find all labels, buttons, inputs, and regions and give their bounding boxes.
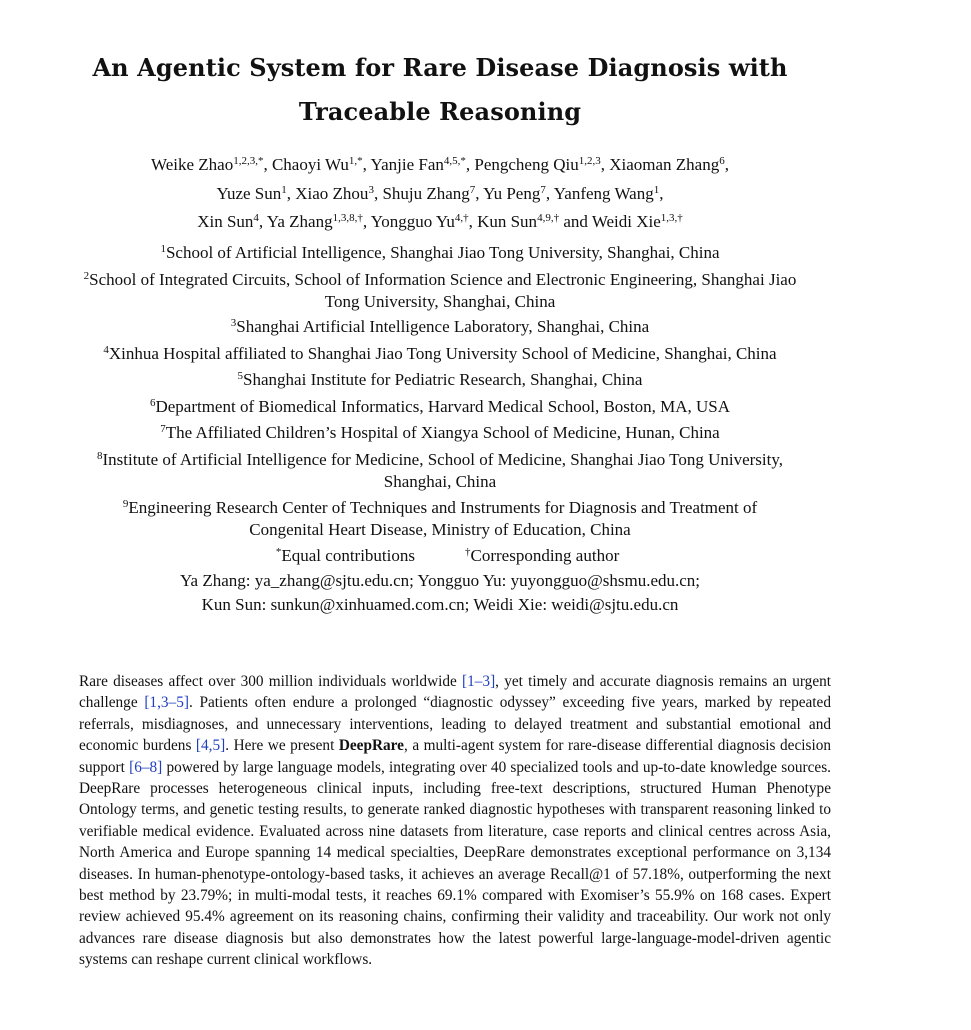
author-name: Yanjie Fan [370, 155, 444, 174]
equal-contribution-note [115, 546, 415, 566]
corresponding-mark: † [465, 546, 471, 558]
author-affiliation-marker: 4 [253, 212, 259, 224]
citation-link[interactable]: [4,5] [195, 737, 226, 755]
author-affiliation-marker: 1,* [348, 155, 363, 167]
author-affiliation-marker: 3 [368, 184, 374, 196]
affiliation-text: Institute of Artificial Intelligence for Medicine, School of Medicine, Shanghai Jiao Tong University, [102, 450, 784, 469]
author-name: Weike Zhao [151, 155, 234, 174]
affiliation-text: Tong University, Shanghai, China [324, 292, 556, 311]
author-name: Xin Sun [197, 212, 254, 231]
author-name: Pengcheng Qiu [474, 155, 579, 174]
affiliation-text: School of Artificial Intelligence, Shanghai Jiao Tong University, Shanghai, China [165, 243, 720, 262]
author-line: Weike Zhao$^{1,2,3,*}$, Chaoyi $Wu^{1,*}$, Yanjie Fan$^{4,5,*}$, Pengcheng Qiu$^{1,2,3}$, Xiaoman Zhang$^6$, [151, 155, 729, 174]
affiliation-number: 6 [149, 397, 156, 409]
affiliation-number: 4 [103, 344, 109, 356]
author-affiliation-marker: 4,9,† [537, 212, 560, 224]
affiliation-number: 9 [122, 498, 129, 510]
author-affiliation-marker: 1,2,3 [578, 155, 601, 167]
affiliation-line [0, 317, 880, 337]
affiliation-number: 5 [237, 370, 244, 382]
affiliation-text: Shanghai Artificial Intelligence Laboratory, Shanghai, China [236, 317, 650, 336]
affiliation-line [0, 472, 880, 492]
author-affiliation-marker: 1 [281, 184, 287, 196]
citation-link[interactable]: [6–8] [129, 758, 163, 776]
corresponding-author-note [465, 546, 765, 566]
author-affiliation-marker: 1,2,3,* [233, 155, 264, 167]
affiliation-text: Congenital Heart Disease, Ministry of Education, China [249, 520, 631, 539]
affiliation-text: Shanghai Institute for Pediatric Research, Shanghai, China [243, 370, 643, 389]
affiliation-line [0, 397, 880, 417]
system-name: DeepRare [338, 737, 404, 755]
affiliation-text: The Affiliated Children’s Hospital of Xiangya School of Medicine, Hunan, China [165, 423, 720, 442]
author-name: Xiaoman Zhang [609, 155, 720, 174]
affiliation-line [0, 520, 880, 540]
author-name: Xiao Zhou [295, 184, 369, 203]
citation-link[interactable]: [1–3] [462, 673, 496, 690]
author-affiliation-marker: 4,5,* [443, 155, 466, 167]
corresponding-author-text: Corresponding author [470, 546, 620, 565]
affiliation-number: 8 [96, 450, 103, 462]
affiliation-number: 2 [83, 270, 90, 282]
author-name: Chaoyi Wu [271, 155, 349, 174]
author-name: Yuze Sun [216, 184, 282, 203]
author-affiliation-marker: 4,† [454, 212, 469, 224]
author-affiliation-marker: 6 [719, 155, 725, 167]
affiliation-text: School of Integrated Circuits, School of Information Science and Electronic Engineering, Shanghai Jiao [89, 270, 797, 289]
abstract: Rare diseases affect over 300 million individuals worldwide [1–3], yet timely and accurate diagnosis remains an urgent challenge [1,3–5]. Patients often endure a prolonged “diagnostic odyssey” exceeding five years, marked by repeated referrals, misdiagnoses, and unnecessary interventions, leading to delayed treatment and substantial emotional and economic burdens [4,5]. Here we present DeepRare, a multi-agent system for rare-disease differential diagnosis decision support [6–8] powered by large language models, integrating over 40 specialized tools and up-to-date knowledge sources. DeepRare processes heterogeneous clinical inputs, including free-text descriptions, structured Human Phenotype Ontology terms, and genetic testing results, to generate ranked diagnostic hypotheses with transparent reasoning linked to verifiable medical evidence. Evaluated across nine datasets from literature, case reports and clinical centres across Asia, North America and Europe spanning 14 medical specialties, DeepRare demonstrates exceptional performance on 3,134 diseases. In human-phenotype-ontology-based tasks, it achieves an average Recall@1 of 57.18%, outperforming the next best method by 23.79%; in multi-modal tests, it reaches 69.1% compared with Exomiser’s 55.9% on 168 cases. Expert review achieved 95.4% agreement on its reasoning chains, confirming their validity and traceability. Our work not only advances rare disease diagnosis but also demonstrates how the latest powerful large-language-model-driven agentic systems can reshape current clinical workflows. [79, 673, 832, 969]
affiliation-number: 3 [230, 317, 237, 329]
citation-link[interactable]: [1,3–5] [144, 694, 189, 712]
affiliation-line [0, 370, 880, 390]
paper-title-line-2: Traceable Reasoning [298, 97, 582, 126]
author-name: Kun Sun [477, 212, 538, 231]
affiliation-line [0, 344, 880, 364]
affiliation-line [0, 292, 880, 312]
affiliation-text: Xinhua Hospital affiliated to Shanghai Jiao Tong University School of Medicine, Shanghai, China [108, 344, 777, 363]
equal-contribution-text: Equal contributions [281, 546, 415, 565]
author-name: Shuju Zhang [382, 184, 470, 203]
affiliation-number: 1 [160, 243, 166, 255]
email-line-2: Kun Sun: sunkun@xinhuamed.com.cn; Weidi Xie: weidi@sjtu.edu.cn [201, 595, 679, 614]
paper-title-line-1: An Agentic System for Rare Disease Diagnosis with [92, 53, 788, 82]
affiliation-text: Shanghai, China [383, 472, 497, 491]
affiliation-text: Engineering Research Center of Techniques and Instruments for Diagnosis and Treatment of [128, 498, 758, 517]
author-name: Yanfeng Wang [553, 184, 654, 203]
author-affiliation-marker: 1,3,† [660, 212, 683, 224]
affiliation-line [0, 498, 880, 518]
author-affiliation-marker: 7 [469, 184, 476, 196]
author-name: Yu Peng [483, 184, 541, 203]
email-line-1: Ya Zhang: ya_zhang@sjtu.edu.cn; Yongguo Yu: yuyongguo@shsmu.edu.cn; [179, 571, 701, 590]
author-line: Yuze Sun$^1$, Xiao Zhou$^3$, Shuju Zhang$^7$, Yu Peng$^7$, Yanfeng Wang$^1$, [216, 184, 664, 203]
author-name: Yongguo Yu [370, 212, 455, 231]
author-affiliation-marker: 7 [540, 184, 546, 196]
affiliation-text: Department of Biomedical Informatics, Harvard Medical School, Boston, MA, USA [155, 397, 731, 416]
author-name: Weidi Xie [591, 212, 661, 231]
affiliation-line [0, 450, 880, 470]
affiliation-line [0, 423, 880, 443]
contribution-notes [0, 546, 880, 566]
author-affiliation-marker: 1 [653, 184, 660, 196]
affiliation-line [0, 243, 880, 263]
author-affiliation-marker: 1,3,8,† [332, 212, 363, 224]
equal-mark: * [275, 546, 282, 558]
author-line: Xin Sun$^4$, Ya Zhang$^{1,3,8,\dagger}$, Yongguo $Yu^{4,\dagger}$, Kun Sun$^{4,9,\dagger}$ and Weidi Xie$^{1,3,\dagger}$ [197, 212, 683, 231]
author-name: Ya Zhang [266, 212, 333, 231]
affiliation-line [0, 270, 880, 290]
affiliation-number: 7 [160, 423, 166, 435]
